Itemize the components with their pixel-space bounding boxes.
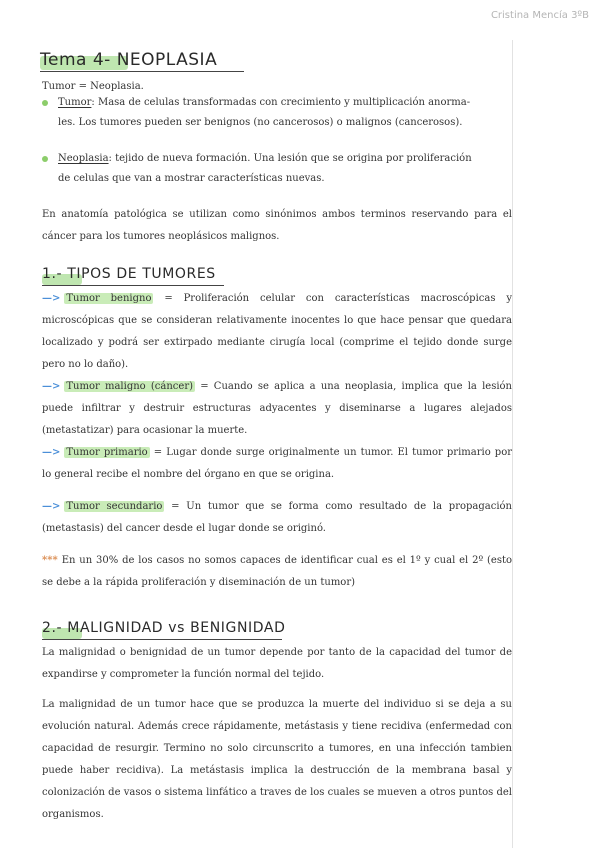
tumor-primario-paragraph	[42, 442, 512, 486]
malignidad-paragraph-1: La malignidad o benignidad de un tumor depende por tanto de la capacidad del tumor de expandirse y comprometer la función normal del tejido.	[42, 647, 512, 680]
arrow-icon: —>	[42, 293, 61, 304]
page-title: Tema 4- NEOPLASIA	[40, 50, 218, 70]
arrow-icon: —>	[42, 381, 61, 392]
title-block	[40, 50, 217, 70]
term-highlight: Tumor maligno (cáncer)	[66, 381, 193, 392]
bullet-term: Neoplasia	[58, 153, 109, 164]
arrow-icon: —>	[42, 447, 61, 458]
section2-underline	[42, 639, 282, 640]
term-text: = Un tumor que se forma como resultado de la propagación (metastasis) del cancer desde el lugar donde se originó.	[42, 501, 512, 534]
section2-heading: 2.- MALIGNIDAD vs BENIGNIDAD	[42, 620, 286, 636]
title-underline	[40, 71, 244, 72]
asterisk-icon: ***	[42, 555, 58, 566]
bullet-cont: les. Los tumores pueden ser benignos (no cancerosos) o malignos (cancerosos).	[58, 117, 463, 128]
term-text: = Cuando se aplica a una neoplasia, implica que la lesión puede infiltrar y destruir estructuras adyacentes y diseminarse a lugares alejados (metastatizar) para ocasionar la muerte.	[42, 381, 512, 436]
tumor-maligno-paragraph	[42, 376, 512, 442]
section1-underline	[42, 285, 224, 286]
anatomia-paragraph: En anatomía patológica se utilizan como sinónimos ambos terminos reservando para el cáncer para los tumores neoplásicos malignos.	[42, 209, 512, 242]
tumor-benigno-paragraph	[42, 288, 512, 376]
intro-line: Tumor = Neoplasia.	[42, 81, 144, 92]
bullet-dot	[42, 156, 48, 162]
bullet-tumor: Tumor: Masa de celulas transformadas con crecimiento y multiplicación anorma-	[58, 97, 471, 108]
bullet-neoplasia: Neoplasia: tejido de nueva formación. Una lesión que se origina por proliferación	[58, 153, 472, 164]
margin-line	[512, 40, 513, 848]
bullet-text: tejido de nueva formación. Una lesión que se origina por proliferación	[115, 153, 472, 164]
bullet-term: Tumor	[58, 97, 92, 108]
section2-heading-block	[42, 620, 285, 636]
term-highlight: Tumor benigno	[66, 293, 152, 304]
bullet-text: Masa de celulas transformadas con crecimiento y multiplicación anorma-	[97, 97, 471, 108]
term-text: = Proliferación celular con características macroscópicas y microscópicas que se consideran relativamente inocentes lo que hace pensar que quedara localizado y podrá ser extirpado mediante cirugía local (comprime el tejido donde surge pero no lo daño).	[42, 293, 512, 370]
note-paragraph	[42, 550, 512, 594]
bullet-cont: de celulas que van a mostrar características nuevas.	[58, 173, 325, 184]
arrow-icon: —>	[42, 501, 61, 512]
term-text: = Lugar donde surge originalmente un tumor. El tumor primario por lo general recibe el nombre del órgano en que se origina.	[42, 447, 512, 480]
author-label: Cristina Mencía 3ºB	[490, 10, 589, 21]
bullet-dot	[42, 100, 48, 106]
note-text: En un 30% de los casos no somos capaces de identificar cual es el 1º y cual el 2º (esto se debe a la rápida proliferación y diseminación de un tumor)	[42, 555, 512, 588]
term-highlight: Tumor primario	[66, 447, 148, 458]
term-highlight: Tumor secundario	[66, 501, 163, 512]
malignidad-paragraph-2: La malignidad de un tumor hace que se produzca la muerte del individuo si se deja a su evolución natural. Además crece rápidamente, metástasis y tiene recidiva (enfermedad con capacidad de resurgir. Termino no solo circunscrito a tumores, en una infección tambien puede haber recidiva). La metástasis implica la destrucción de la membrana basal y colonización de vasos o sistema linfático a traves de los cuales se mueven a otros puntos del organismos.	[42, 699, 512, 820]
tumor-secundario-paragraph	[42, 496, 512, 540]
section1-heading-block	[42, 266, 216, 282]
section1-heading: 1.- TIPOS DE TUMORES	[42, 266, 216, 282]
